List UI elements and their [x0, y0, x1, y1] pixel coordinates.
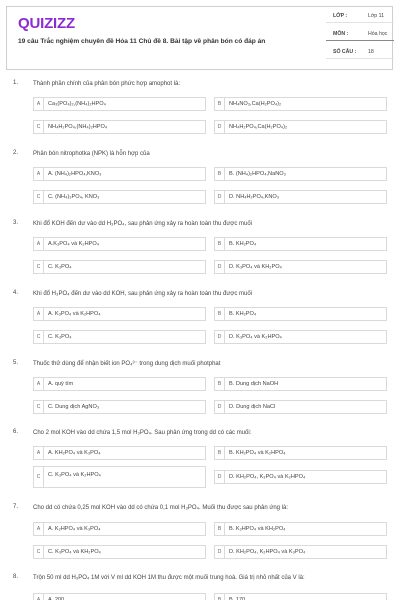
option-text: C. (NH₄)₃PO₄, KNO₃	[48, 194, 100, 200]
option-text: C. Dung dịch AgNO₃	[48, 404, 100, 410]
option-c[interactable]	[33, 120, 206, 134]
meta-value: Lớp 11	[368, 13, 384, 19]
question-number: 4.	[13, 290, 19, 296]
option-letter: A	[34, 98, 44, 110]
option-letter: B	[215, 447, 225, 459]
option-a[interactable]	[33, 522, 206, 536]
question-text: Khi đổ H₃PO₄ đến dư vào dd KOH, sau phản ứng xảy ra hoàn toàn thu được muối	[33, 291, 253, 297]
option-text: D. KH₂PO₄, K₂HPO₄ và K₃PO₄	[229, 549, 306, 555]
option-letter: C	[34, 546, 44, 558]
meta-label: MÔN :	[333, 31, 349, 37]
option-a[interactable]	[33, 446, 206, 460]
option-letter: B	[215, 378, 225, 390]
option-c[interactable]	[33, 260, 206, 274]
option-a[interactable]	[33, 377, 206, 391]
option-d[interactable]	[214, 260, 387, 274]
option-text: C. K₃PO₄ và K₂HPO₄	[48, 472, 101, 478]
option-letter: D	[215, 191, 225, 203]
option-b[interactable]	[214, 377, 387, 391]
option-letter: C	[34, 467, 44, 487]
option-text: A. KH₂PO₄ và K₃PO₄	[48, 450, 101, 456]
option-b[interactable]	[214, 307, 387, 321]
meta-row-class	[326, 7, 394, 23]
option-letter: C	[34, 331, 44, 343]
option-text: B. KH₂PO₄ và K₂HPO₄	[229, 450, 286, 456]
option-text: D. NH₄H₂PO₄,KNO₃	[229, 194, 280, 200]
option-letter: A	[34, 168, 44, 180]
option-text: A. 200	[48, 597, 65, 600]
option-letter: D	[215, 261, 225, 273]
question-number: 6.	[13, 429, 19, 435]
meta-divider	[326, 22, 394, 23]
option-c[interactable]	[33, 190, 206, 204]
meta-value: Hóa học	[368, 31, 388, 37]
option-text: B. K₂HPO₄ và KH₂PO₄	[229, 526, 286, 532]
option-letter: D	[215, 331, 225, 343]
option-letter: D	[215, 471, 225, 483]
option-letter: B	[215, 308, 225, 320]
question-number: 3.	[13, 220, 19, 226]
option-text: C. K₃PO₄	[48, 264, 72, 270]
option-letter: B	[215, 594, 225, 600]
option-d[interactable]	[214, 470, 387, 484]
worksheet-meta	[326, 7, 394, 69]
option-text: C. K₃PO₄ và KH₂PO₄	[48, 549, 101, 555]
option-text: D. KH₂PO₄, K₃PO₄ và K₂HPO₄	[229, 474, 306, 480]
question-text: Thành phần chính của phân bón phức hợp amophot là:	[33, 81, 181, 87]
meta-row-count	[326, 43, 394, 59]
quizizz-logo: QUIZIZZ	[18, 15, 75, 32]
option-b[interactable]	[214, 593, 387, 600]
option-c[interactable]	[33, 545, 206, 559]
option-b[interactable]	[214, 446, 387, 460]
question-text: Cho 2 mol KOH vào dd chứa 1,5 mol H₃PO₄. Sau phản ứng trong dd có các muối:	[33, 430, 252, 436]
option-text: A. quỳ tím	[48, 381, 74, 387]
option-b[interactable]	[214, 237, 387, 251]
option-letter: C	[34, 401, 44, 413]
option-text: NH₄NO₃,Ca(H₂PO₄)₂	[229, 101, 282, 107]
option-letter: B	[215, 168, 225, 180]
question-text: Khi đổ KOH đến dư vào dd H₃PO₄, sau phản ứng xảy ra hoàn toàn thu được muối	[33, 221, 253, 227]
option-letter: C	[34, 261, 44, 273]
option-letter: A	[34, 523, 44, 535]
option-text: B. KH₂PO₄	[229, 241, 257, 247]
option-letter: A	[34, 594, 44, 600]
option-a[interactable]	[33, 593, 206, 600]
option-letter: B	[215, 238, 225, 250]
option-letter: A	[34, 378, 44, 390]
option-d[interactable]	[214, 400, 387, 414]
option-d[interactable]	[214, 545, 387, 559]
option-text: B. KH₂PO₄	[229, 311, 257, 317]
option-text: B. Dung dịch NaOH	[229, 381, 279, 387]
question-number: 1.	[13, 80, 19, 86]
option-a[interactable]	[33, 97, 206, 111]
option-letter: A	[34, 447, 44, 459]
option-letter: D	[215, 401, 225, 413]
question-text: Trộn 50 ml dd H₃PO₄ 1M với V ml dd KOH 1M thu được một muối trung hoà. Giá trị nhỏ nhất của V là:	[33, 575, 305, 581]
worksheet-header	[6, 6, 393, 70]
option-text: A. K₃PO₄ và K₂HPO₄	[48, 311, 101, 317]
option-d[interactable]	[214, 190, 387, 204]
option-letter: C	[34, 121, 44, 133]
option-text: B. 170	[229, 597, 246, 600]
meta-value: 18	[368, 49, 374, 55]
option-text: A. K₂HPO₄ và K₃PO₄	[48, 526, 101, 532]
option-a[interactable]	[33, 307, 206, 321]
option-text: A. (NH₄)₂HPO₄,KNO₃	[48, 171, 102, 177]
worksheet-title: 19 câu Trắc nghiệm chuyên đề Hóa 11 Chủ đề 8. Bài tập về phân bón có đáp án	[18, 38, 266, 45]
option-a[interactable]	[33, 237, 206, 251]
question-number: 5.	[13, 360, 19, 366]
option-c[interactable]	[33, 466, 206, 488]
meta-divider	[326, 40, 394, 41]
meta-label: LỚP :	[333, 13, 348, 19]
option-d[interactable]	[214, 330, 387, 344]
option-c[interactable]	[33, 330, 206, 344]
option-letter: C	[34, 191, 44, 203]
option-text: NH₄H₂PO₄,Ca(H₂PO₄)₂	[229, 124, 288, 130]
option-letter: D	[215, 121, 225, 133]
option-letter: B	[215, 98, 225, 110]
option-letter: A	[34, 238, 44, 250]
question-text: Thuốc thử dùng để nhận biết ion PO₄³⁻ trong dung dịch muối photphat	[33, 361, 221, 367]
question-number: 7.	[13, 504, 19, 510]
option-text: C. K₃PO₄	[48, 334, 72, 340]
option-d[interactable]	[214, 120, 387, 134]
option-b[interactable]	[214, 167, 387, 181]
question-number: 2.	[13, 150, 19, 156]
option-text: A.K₃PO₄ và K₂HPO₄	[48, 241, 99, 247]
option-a[interactable]	[33, 167, 206, 181]
option-b[interactable]	[214, 97, 387, 111]
option-letter: A	[34, 308, 44, 320]
question-number: 8.	[13, 574, 19, 580]
option-b[interactable]	[214, 522, 387, 536]
meta-label: SỐ CÂU :	[333, 49, 357, 55]
option-text: D. K₃PO₄ và K₂HPO₄	[229, 334, 282, 340]
option-text: D. K₃PO₄ và KH₂PO₄	[229, 264, 282, 270]
option-letter: D	[215, 546, 225, 558]
meta-divider	[326, 58, 394, 59]
option-letter: B	[215, 523, 225, 535]
question-text: Cho dd có chứa 0,25 mol KOH vào dd có chứa 0,1 mol H₃PO₄. Muối thu được sau phản ứng là:	[33, 505, 289, 511]
option-c[interactable]	[33, 400, 206, 414]
option-text: Ca₃(PO₄)₂,(NH₄)₂HPO₄	[48, 101, 106, 107]
option-text: B. (NH₄)₂HPO₄,NaNO₃	[229, 171, 286, 177]
option-text: D. Dung dịch NaCl	[229, 404, 276, 410]
question-text: Phân bón nitrophotka (NPK) là hỗn hợp của	[33, 151, 150, 157]
option-text: NH₄H₂PO₄,(NH₄)₂HPO₄	[48, 124, 108, 130]
meta-row-subject	[326, 25, 394, 41]
